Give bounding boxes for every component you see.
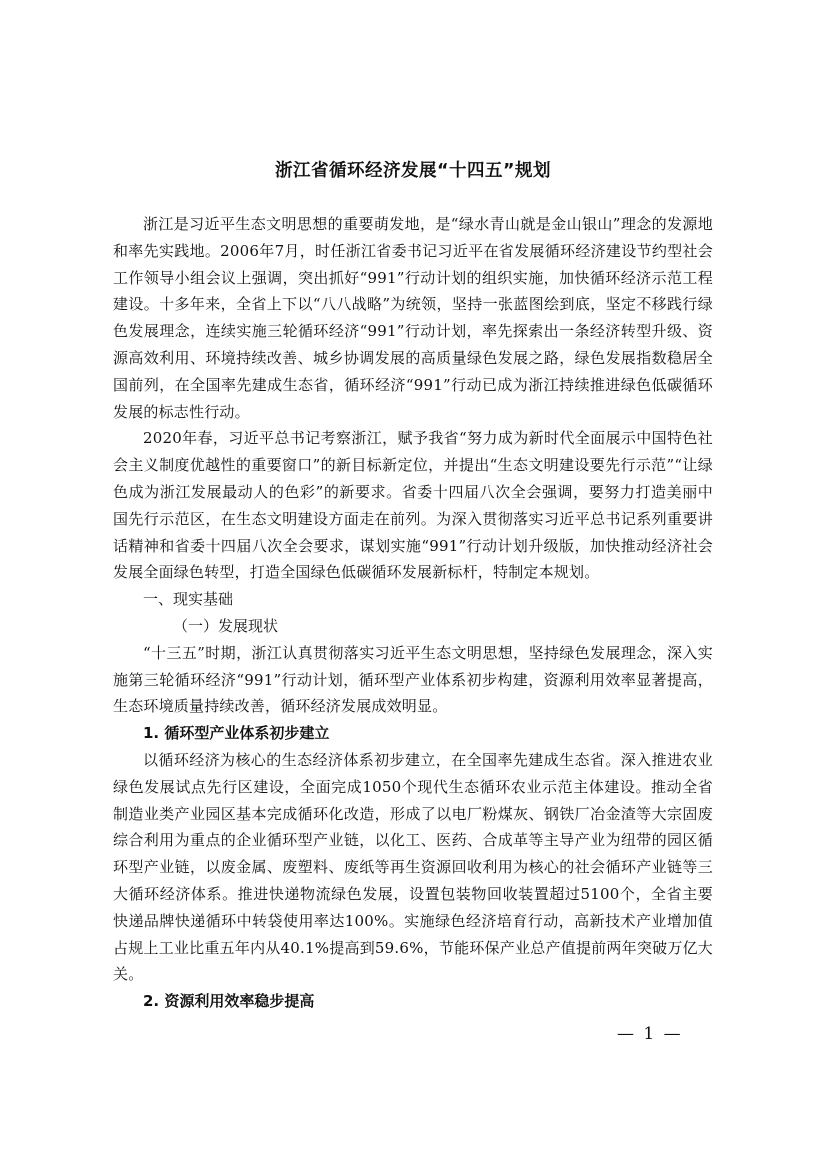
item-heading-2: 2. 资源利用效率稳步提高 [143,992,315,1011]
status-paragraph: “十三五”时期，浙江认真贯彻落实习近平生态文明思想，坚持绿色发展理念，深入实施第三轮循环经济“991”行动计划，循环型产业体系初步构建，资源利用效率显著提高，生态环境质量持续改善，循环经济发展成效明显。 [113,643,713,716]
section-heading-1: 一、现实基础 [143,590,234,609]
subsection-heading-1: （一）发展现状 [173,616,279,635]
page-number: — 1 — [617,1024,683,1044]
document-body [113,211,713,1015]
intro-paragraph-1: 浙江是习近平生态文明思想的重要萌发地，是“绿水青山就是金山银山”理念的发源地和率先实践地。2006年7月，时任浙江省委书记习近平在省发展循环经济建设节约型社会工作领导小组会议上强调，突出抓好“991”行动计划的组织实施，加快循环经济示范工程建设。十多年来，全省上下以“八八战略”为统领，坚持一张蓝图绘到底，坚定不移践行绿色发展理念，连续实施三轮循环经济“991”行动计划，率先探索出一条经济转型升级、资源高效利用、环境持续改善、城乡协调发展的高质量绿色发展之路，绿色发展指数稳居全国前列，在全国率先建成生态省，循环经济“991”行动已成为浙江持续推进绿色低碳循环发展的标志性行动。 [113,215,713,421]
intro-paragraph-2: 2020年春，习近平总书记考察浙江，赋予我省“努力成为新时代全面展示中国特色社会主义制度优越性的重要窗口”的新目标新定位，并提出“生态文明建设要先行示范”“让绿色成为浙江发展最动人的色彩”的新要求。省委十四届八次全会强调，要努力打造美丽中国先行示范区，在生态文明建设方面走在前列。为深入贯彻落实习近平总书记系列重要讲话精神和省委十四届八次全会要求，谋划实施“991”行动计划升级版，加快推动经济社会发展全面绿色转型，打造全国绿色低碳循环发展新标杆，特制定本规划。 [113,429,713,582]
industry-paragraph: 以循环经济为核心的生态经济体系初步建立，在全国率先建成生态省。深入推进农业绿色发展试点先行区建设，全面完成1050个现代生态循环农业示范主体建设。推动全省制造业类产业园区基本完成循环化改造，形成了以电厂粉煤灰、钢铁厂冶金渣等大宗固废综合利用为重点的企业循环型产业链，以化工、医药、合成革等主导产业为纽带的园区循环型产业链，以废金属、废塑料、废纸等再生资源回收利用为核心的社会循环产业链等三大循环经济体系。推进快递物流绿色发展，设置包装物回收装置超过5100个，全省主要快递品牌快递循环中转袋使用率达100%。实施绿色经济培育行动，高新技术产业增加值占规上工业比重五年内从40.1%提高到59.6%，节能环保产业总产值提前两年突破万亿大关。 [113,750,713,984]
item-heading-1: 1. 循环型产业体系初步建立 [143,724,330,743]
document-title: 浙江省循环经济发展“十四五”规划 [274,161,551,181]
